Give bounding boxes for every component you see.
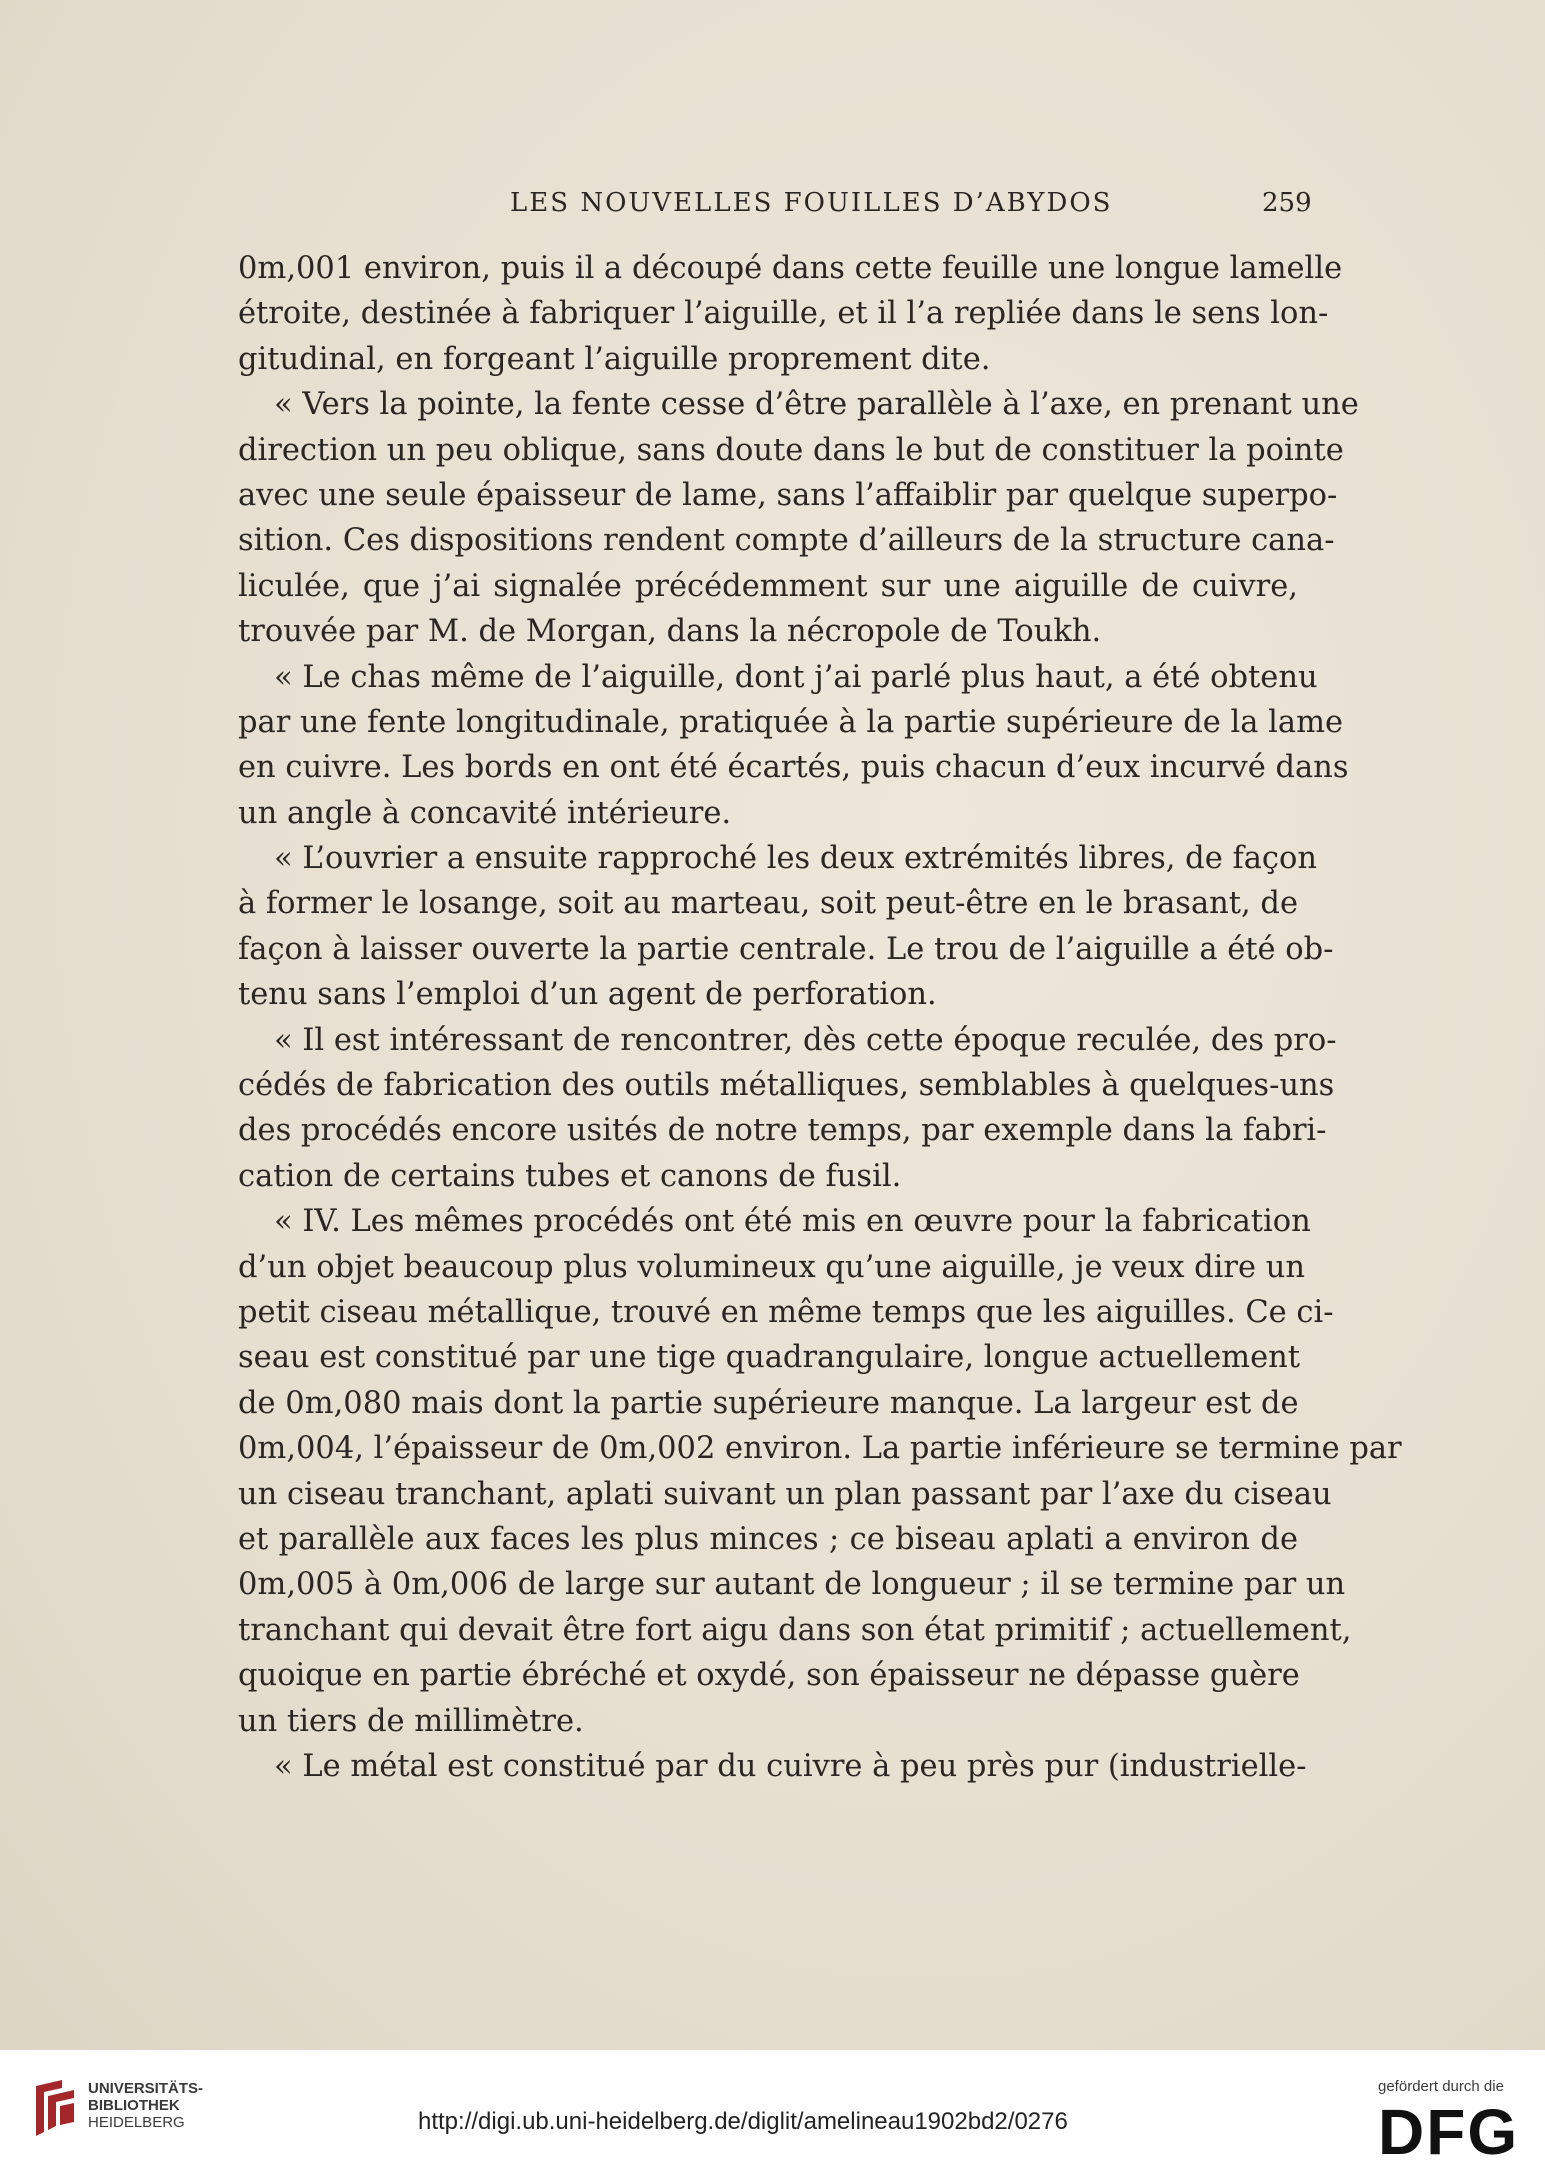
text-line: un tiers de millimètre. <box>238 1703 584 1739</box>
text-line: trouvée par M. de Morgan, dans la nécropole de Toukh. <box>238 614 1102 650</box>
text-line: de 0m,080 mais dont la partie supérieure manque. La largeur est de <box>238 1385 1299 1421</box>
text-line: un angle à concavité intérieure. <box>238 795 732 831</box>
text-line: tranchant qui devait être fort aigu dans son état primitif ; actuellement, <box>238 1612 1352 1648</box>
page-header <box>0 188 1545 228</box>
text-line: 0m,005 à 0m,006 de large sur autant de longueur ; il se termine par un <box>238 1567 1346 1603</box>
text-line: « L’ouvrier a ensuite rapproché les deux extrémités libres, de façon <box>274 841 1318 877</box>
text-line: direction un peu oblique, sans doute dans le but de constituer la pointe <box>238 432 1344 468</box>
page-number: 259 <box>1262 188 1312 218</box>
text-line: quoique en partie ébréché et oxydé, son épaisseur ne dépasse guère <box>238 1658 1300 1694</box>
text-line: cédés de fabrication des outils métalliques, semblables à quelques-uns <box>238 1068 1335 1104</box>
text-line: à former le losange, soit au marteau, soit peut-être en le brasant, de <box>238 886 1298 922</box>
text-line: tenu sans l’emploi d’un agent de perforation. <box>238 977 937 1013</box>
permalink-url[interactable]: http://digi.ub.uni-heidelberg.de/diglit/amelineau1902bd2/0276 <box>418 2108 1068 2135</box>
text-line: par une fente longitudinale, pratiquée à la partie supérieure de la lame <box>238 704 1344 740</box>
library-name-line: HEIDELBERG <box>88 2114 185 2131</box>
text-line: liculée, que j’ai signalée précédemment sur une aiguille de cuivre, <box>238 568 1298 604</box>
text-line: avec une seule épaisseur de lame, sans l’affaiblir par quelque superpo- <box>238 477 1338 513</box>
text-line: « IV. Les mêmes procédés ont été mis en œuvre pour la fabrication <box>274 1204 1311 1240</box>
text-line: étroite, destinée à fabriquer l’aiguille, et il l’a repliée dans le sens lon- <box>238 296 1329 332</box>
body-text <box>238 246 1402 1789</box>
running-title: LES NOUVELLES FOUILLES D’ABYDOS <box>510 188 1113 218</box>
text-line: gitudinal, en forgeant l’aiguille proprement dite. <box>238 341 991 377</box>
funded-by-label: gefördert durch die <box>1378 2078 1504 2095</box>
text-line: 0m,004, l’épaisseur de 0m,002 environ. La partie inférieure se termine par <box>238 1431 1402 1467</box>
library-name <box>88 2080 203 2131</box>
text-line: 0m,001 environ, puis il a découpé dans cette feuille une longue lamelle <box>238 251 1343 286</box>
library-name-line: UNIVERSITÄTS- <box>88 2080 204 2097</box>
text-line: seau est constitué par une tige quadrangulaire, longue actuellement <box>238 1340 1301 1376</box>
text-line: petit ciseau métallique, trouvé en même temps que les aiguilles. Ce ci- <box>238 1294 1334 1330</box>
text-line: façon à laisser ouverte la partie centrale. Le trou de l’aiguille a été ob- <box>238 931 1334 967</box>
library-name-line: BIBLIOTHEK <box>88 2097 180 2114</box>
text-line: « Vers la pointe, la fente cesse d’être parallèle à l’axe, en prenant une <box>274 387 1359 423</box>
text-line: et parallèle aux faces les plus minces ; ce biseau aplati a environ de <box>238 1521 1298 1557</box>
text-line: sition. Ces dispositions rendent compte d’ailleurs de la structure cana- <box>238 523 1335 559</box>
library-logo-icon <box>32 2076 78 2140</box>
viewer-footer <box>0 2050 1545 2169</box>
text-line: cation de certains tubes et canons de fusil. <box>238 1158 902 1194</box>
text-line: « Le chas même de l’aiguille, dont j’ai parlé plus haut, a été obtenu <box>274 659 1318 695</box>
text-line: des procédés encore usités de notre temps, par exemple dans la fabri- <box>238 1113 1327 1149</box>
dfg-logo: DFG <box>1378 2096 1520 2168</box>
text-line: un ciseau tranchant, aplati suivant un plan passant par l’axe du ciseau <box>238 1476 1332 1512</box>
text-line: « Il est intéressant de rencontrer, dès cette époque reculée, des pro- <box>274 1022 1337 1058</box>
text-line: d’un objet beaucoup plus volumineux qu’une aiguille, je veux dire un <box>238 1249 1306 1285</box>
text-line: en cuivre. Les bords en ont été écartés, puis chacun d’eux incurvé dans <box>238 750 1349 786</box>
text-line: « Le métal est constitué par du cuivre à peu près pur (industrielle- <box>274 1748 1307 1784</box>
